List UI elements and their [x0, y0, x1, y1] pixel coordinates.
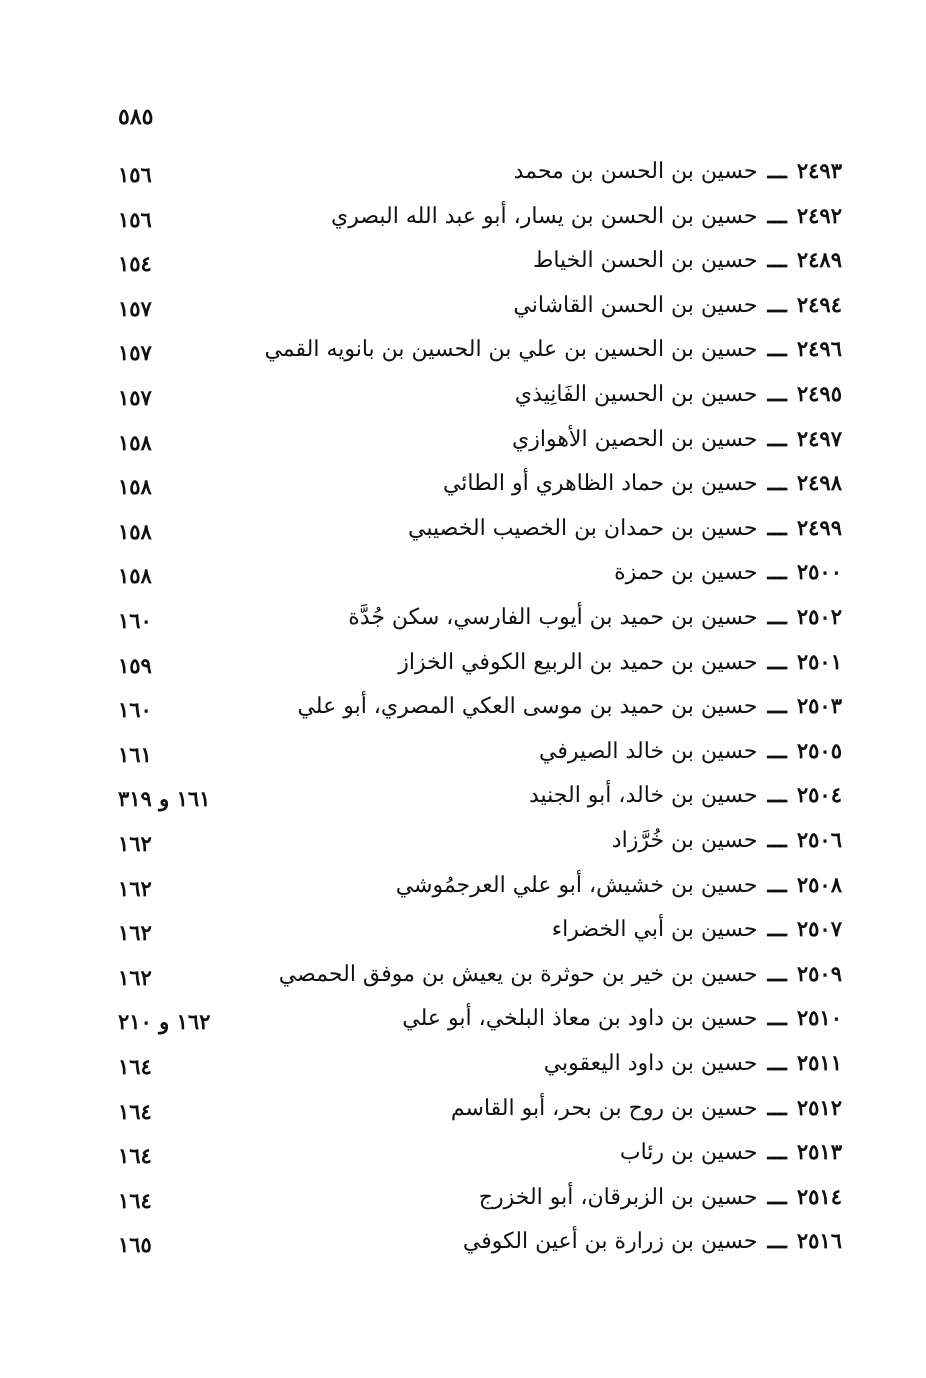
entry-pages: ١٦٢ — [118, 964, 152, 990]
entry-name: حسين بن الحسن بن يسار، أبو عبد الله البصري — [330, 203, 758, 229]
entry-pages: ١٦٤ — [118, 1054, 152, 1079]
entry-name: حسين بن الحسن بن محمد — [513, 159, 758, 184]
entry-pages: ١٦٢ و ٢١٠ — [118, 1009, 211, 1035]
entry-name: حسين بن خالد، أبو الجنيد — [528, 783, 758, 809]
index-entry — [0, 782, 926, 822]
entry-pages: ١٦٢ — [118, 831, 152, 856]
entry-dash: ـــ — [767, 960, 787, 987]
entry-number: ٢٤٩٣ — [796, 158, 842, 183]
entry-main — [279, 961, 842, 987]
entry-main — [552, 916, 842, 942]
entry-dash: ـــ — [767, 336, 787, 363]
entry-dash: ـــ — [767, 470, 787, 497]
entry-main — [331, 203, 842, 229]
entry-number: ٢٥١٣ — [796, 1139, 842, 1165]
entry-dash: ـــ — [767, 247, 787, 274]
entry-name: حسين بن الحسن الخياط — [532, 248, 758, 274]
entry-number: ٢٤٩٧ — [796, 425, 842, 451]
entry-number: ٢٤٩٤ — [796, 291, 842, 317]
entry-dash: ـــ — [767, 782, 787, 809]
index-entry — [0, 872, 926, 912]
entry-pages: ١٥٦ — [118, 162, 152, 187]
entry-number: ٢٥٠٧ — [796, 916, 842, 942]
entry-name: حسين بن حماد الظاهري أو الطائي — [442, 471, 758, 497]
entry-dash: ـــ — [767, 916, 787, 943]
entry-name: حسين بن الحسين بن علي بن الحسين بن بانويه القمي — [264, 337, 758, 363]
entry-number: ٢٥١٦ — [796, 1228, 842, 1254]
entry-name: حسين بن داود اليعقوبي — [543, 1051, 758, 1076]
index-entry — [0, 1184, 926, 1224]
entry-main — [539, 738, 842, 764]
entry-pages: ١٦٥ — [118, 1232, 152, 1258]
index-entry — [0, 470, 926, 510]
entry-dash: ـــ — [767, 693, 787, 720]
entry-main — [463, 1228, 842, 1254]
entry-number: ٢٥١٤ — [796, 1183, 842, 1209]
entry-number: ٢٤٩٦ — [796, 336, 842, 362]
entry-pages: ١٥٤ — [118, 251, 152, 277]
entry-main — [544, 1050, 842, 1076]
entry-number: ٢٥١٢ — [796, 1094, 842, 1120]
index-entry — [0, 604, 926, 644]
entry-number: ٢٤٩٨ — [796, 470, 842, 496]
entry-pages: ١٥٩ — [118, 652, 152, 678]
entry-dash: ـــ — [767, 604, 787, 630]
index-entry — [0, 158, 926, 198]
entry-main — [533, 247, 842, 273]
entry-main — [512, 426, 842, 452]
index-entry — [0, 1050, 926, 1090]
entry-number: ٢٥٠٠ — [796, 559, 842, 585]
entry-dash: ـــ — [767, 827, 787, 853]
entry-name: حسين بن الحسن القاشاني — [513, 292, 758, 318]
entry-main — [515, 381, 842, 407]
index-entry — [0, 336, 926, 376]
entry-dash: ـــ — [767, 1050, 787, 1076]
entry-number: ٢٥١٠ — [796, 1005, 842, 1031]
entry-name: حسين بن خشيش، أبو علي العرجمُوشي — [395, 872, 758, 898]
entry-name: حسين بن خير بن حوثرة بن يعيش بن موفق الحمصي — [278, 961, 758, 987]
entry-number: ٢٥٠٨ — [796, 871, 842, 897]
index-entry — [0, 381, 926, 421]
entry-dash: ـــ — [767, 1005, 787, 1032]
index-entry — [0, 916, 926, 956]
index-entry — [0, 515, 926, 555]
entry-dash: ـــ — [767, 1094, 787, 1121]
entry-main — [408, 515, 842, 541]
entry-pages: ١٥٨ — [118, 474, 152, 500]
entry-pages: ١٥٨ — [118, 518, 152, 544]
index-entry — [0, 559, 926, 599]
index-entry — [0, 292, 926, 332]
entry-main — [402, 1005, 842, 1031]
entry-number: ٢٥١١ — [796, 1050, 842, 1075]
entry-dash: ـــ — [767, 291, 787, 318]
entry-name: حسين بن الحصين الأهوازي — [512, 426, 758, 452]
entry-main — [297, 693, 842, 719]
entry-dash: ـــ — [767, 202, 787, 229]
entry-main — [396, 872, 842, 898]
entry-pages: ١٥٧ — [118, 340, 152, 366]
entry-dash: ـــ — [767, 1228, 787, 1255]
entry-dash: ـــ — [767, 559, 787, 586]
entry-pages: ١٥٦ — [118, 206, 152, 232]
index-entry — [0, 827, 926, 867]
entry-dash: ـــ — [767, 158, 787, 184]
entry-name: حسين بن الزبرقان، أبو الخزرج — [478, 1184, 758, 1210]
entry-name: حسين بن حميد بن أيوب الفارسي، سكن جُدَّة — [348, 605, 758, 630]
entry-pages: ١٦٢ — [118, 920, 152, 946]
entry-pages: ١٦٠ — [118, 697, 152, 723]
index-entry — [0, 1095, 926, 1135]
entry-main — [398, 649, 842, 675]
entry-number: ٢٤٩٢ — [796, 202, 842, 228]
entry-pages: ١٥٧ — [118, 295, 152, 321]
entry-name: حسين بن زرارة بن أعين الكوفي — [462, 1229, 758, 1255]
entry-number: ٢٥٠٣ — [796, 693, 842, 719]
entry-main — [513, 292, 842, 318]
entry-main — [514, 158, 842, 184]
index-entry — [0, 426, 926, 466]
entry-pages: ١٦١ — [118, 741, 152, 767]
entry-pages: ١٥٧ — [118, 385, 152, 410]
entry-number: ٢٤٨٩ — [796, 247, 842, 273]
entry-name: حسين بن روح بن بحر، أبو القاسم — [450, 1095, 758, 1121]
entry-number: ٢٥٠٢ — [796, 604, 842, 629]
entry-number: ٢٤٩٩ — [796, 514, 842, 540]
entry-name: حسين بن حمزة — [614, 560, 758, 586]
entry-dash: ـــ — [767, 648, 787, 675]
entry-main — [612, 827, 842, 853]
entry-dash: ـــ — [767, 1139, 787, 1166]
index-entry — [0, 247, 926, 287]
entry-name: حسين بن خالد الصيرفي — [538, 738, 758, 764]
entry-dash: ـــ — [767, 871, 787, 898]
entry-dash: ـــ — [767, 737, 787, 764]
entry-main — [614, 559, 842, 585]
index-entry — [0, 203, 926, 243]
entry-name: حسين بن الحسين الفَانِيذي — [514, 382, 758, 407]
entry-name: حسين بن حميد بن موسى العكي المصري، أبو علي — [297, 694, 758, 720]
entry-name: حسين بن أبي الخضراء — [551, 917, 758, 943]
entry-number: ٢٥٠٦ — [796, 827, 842, 852]
entry-number: ٢٥٠٤ — [796, 782, 842, 808]
entry-pages: ١٦١ و ٣١٩ — [118, 786, 211, 812]
entry-number: ٢٥٠٩ — [796, 960, 842, 986]
entry-pages: ١٦٤ — [118, 1143, 152, 1169]
entry-main — [264, 336, 842, 362]
entry-name: حسين بن داود بن معاذ البلخي، أبو علي — [402, 1006, 758, 1032]
entry-dash: ـــ — [767, 425, 787, 452]
entry-dash: ـــ — [767, 1183, 787, 1210]
index-entry — [0, 738, 926, 778]
page-number: ٥٨٥ — [118, 104, 154, 130]
entry-main — [451, 1095, 842, 1121]
entry-pages: ١٦٢ — [118, 875, 152, 901]
index-entry — [0, 961, 926, 1001]
entry-dash: ـــ — [767, 381, 787, 407]
entry-number: ٢٥٠٥ — [796, 737, 842, 763]
index-entry — [0, 1228, 926, 1268]
entry-pages: ١٥٨ — [118, 429, 152, 455]
index-entry — [0, 649, 926, 689]
entry-name: حسين بن حمدان بن الخصيب الخصيبي — [408, 515, 758, 541]
entry-number: ٢٥٠١ — [796, 648, 842, 674]
entry-name: حسين بن خُرَّزاد — [611, 828, 758, 853]
entry-dash: ـــ — [767, 514, 787, 541]
entry-main — [443, 470, 842, 496]
entry-pages: ١٦٤ — [118, 1187, 152, 1213]
entry-name: حسين بن رئاب — [619, 1140, 758, 1166]
entry-pages: ١٥٨ — [118, 563, 152, 589]
entry-main — [479, 1184, 842, 1210]
entry-main — [620, 1139, 842, 1165]
index-entry — [0, 1005, 926, 1045]
entry-main — [348, 604, 842, 630]
entry-pages: ١٦٤ — [118, 1098, 152, 1124]
entry-name: حسين بن حميد بن الربيع الكوفي الخزاز — [398, 649, 758, 675]
entry-main — [529, 782, 842, 808]
index-entry — [0, 1139, 926, 1179]
entry-pages: ١٦٠ — [118, 608, 152, 633]
index-entry — [0, 693, 926, 733]
entry-number: ٢٤٩٥ — [796, 381, 842, 406]
